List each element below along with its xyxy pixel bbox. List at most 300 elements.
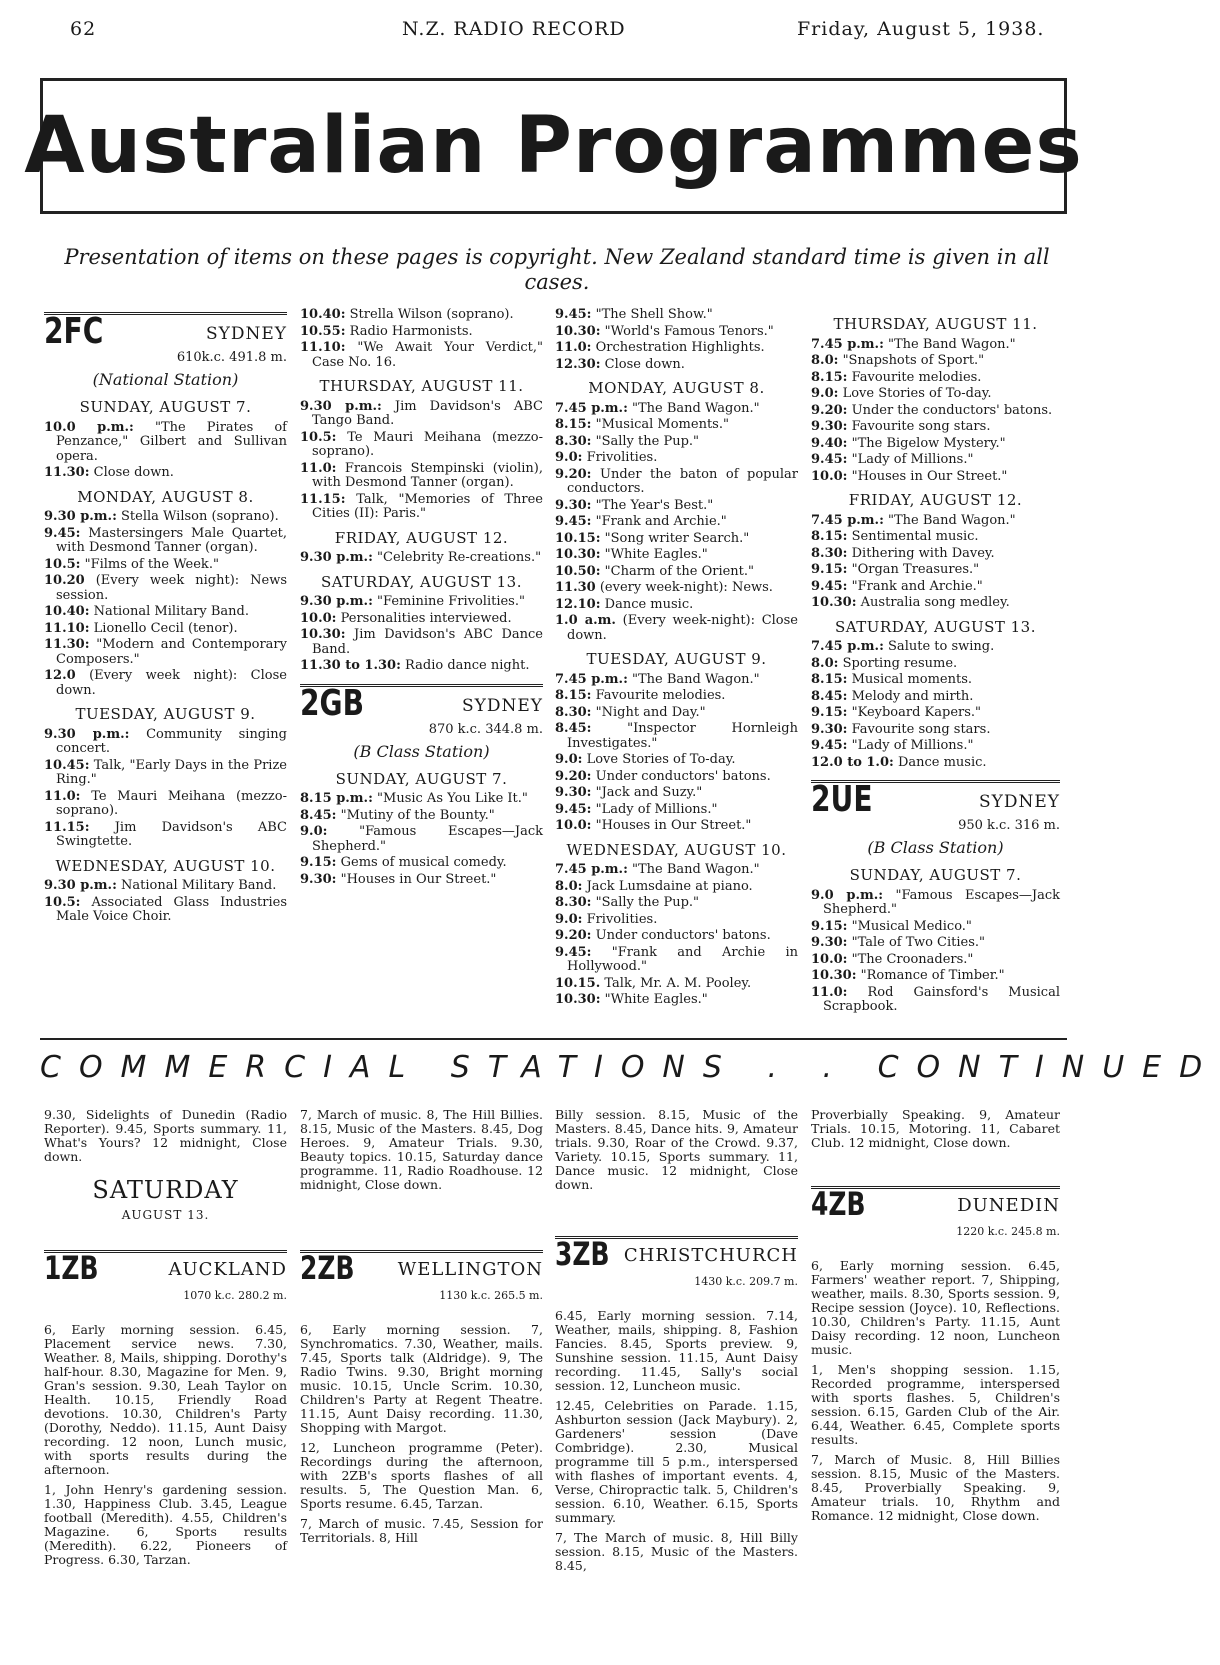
programme-title: Melody and mirth. <box>851 688 974 704</box>
programme-title: "We Await Your Verdict," Case No. 16. <box>312 340 543 370</box>
programme-time: 10.15. <box>555 975 601 991</box>
day-heading: MONDAY, AUGUST 8. <box>77 487 254 506</box>
programme-title: (Every week night): Close down. <box>56 668 287 698</box>
schedule <box>300 379 543 674</box>
day-heading: WEDNESDAY, AUGUST 10. <box>55 856 276 875</box>
programme-paragraph: 7, March of music. 7.45, Session for Territorials. 8, Hill <box>300 1516 543 1545</box>
programme-item <box>300 612 543 627</box>
programme-item <box>555 581 798 596</box>
continued-items <box>300 308 543 370</box>
programme-time: 9.45: <box>555 801 592 817</box>
programme-time: 9.30 p.m.: <box>44 878 117 893</box>
programme-time: 8.30: <box>555 704 592 720</box>
programme-title: "The Band Wagon." <box>632 400 760 416</box>
programme-item <box>811 387 1060 402</box>
programme-title: "World's Famous Tenors." <box>604 323 774 339</box>
programme-title: Gems of musical comedy. <box>340 855 507 870</box>
programme-title: "Houses in Our Street." <box>595 818 752 833</box>
station-city: CHRISTCHURCH <box>623 1245 798 1266</box>
copyright-notice: Presentation of items on these pages is copyright. New Zealand standard time is given in all cases. <box>64 245 1050 294</box>
programme-item <box>555 451 798 466</box>
programme-title: "Keyboard Kapers." <box>851 705 982 720</box>
station-frequency: 1220 k.c. 245.8 m. <box>956 1225 1060 1238</box>
programme-title: Favourite melodies. <box>595 688 726 703</box>
programme-item <box>555 418 798 433</box>
programme-time: 10.0 p.m.: <box>44 419 134 435</box>
programme-time: 12.30: <box>555 356 601 372</box>
programme-title: Under conductors' batons. <box>595 768 771 784</box>
programme-item <box>555 977 798 992</box>
programme-time: 11.0: <box>811 984 848 1000</box>
programme-time: 10.55: <box>300 323 346 339</box>
programme-title: Favourite melodies. <box>851 369 982 385</box>
station-frequency: 1130 k.c. 265.5 m. <box>439 1289 543 1302</box>
programme-item <box>555 770 798 785</box>
programme-title: "Musical Moments." <box>595 417 729 432</box>
programme-item <box>811 756 1060 771</box>
programme-title: "Frank and Archie in Hollywood." <box>567 944 798 974</box>
programme-time: 8.45: <box>300 807 337 823</box>
programme-title: "Celebrity Re-creations." <box>377 550 542 565</box>
programme-item <box>811 723 1060 738</box>
programme-time: 10.50: <box>555 563 601 579</box>
programme-title: Community singing concert. <box>56 726 287 756</box>
station-callsign: 3ZB <box>555 1235 610 1273</box>
programme-time: 9.0: <box>300 824 328 839</box>
station-header-2zb <box>300 1250 543 1309</box>
programme-time: 9.30: <box>811 419 848 434</box>
programme-item <box>811 547 1060 562</box>
programme-title: Love Stories of To-day. <box>586 752 736 767</box>
day-heading: SUNDAY, AUGUST 7. <box>335 769 508 788</box>
section-divider <box>40 1038 1067 1040</box>
schedule <box>555 381 798 1008</box>
programme-item <box>811 673 1060 688</box>
programme-title: Talk, "Early Days in the Prize Ring." <box>56 757 287 787</box>
programme-time: 9.30 p.m.: <box>44 509 117 524</box>
programme-paragraph: 6, Early morning session. 6.45, Farmers' weather report. 7, Shipping, weather, mails. 8.30, Sports session. 9, Recipe session (Joyce). 10, Reflections. 10.30, Children's Party. 11.15, Aunt Daisy recording. 12 noon, Luncheon music. <box>811 1258 1060 1357</box>
saturday-label: SATURDAY <box>92 1176 239 1204</box>
programme-item <box>811 354 1060 369</box>
programme-item <box>555 689 798 704</box>
programme-title: Dance music. <box>897 754 987 770</box>
programme-title: "The Band Wagon." <box>888 336 1016 352</box>
programme-time: 9.30: <box>555 785 592 800</box>
programme-title: "The Band Wagon." <box>888 512 1016 528</box>
programme-title: "Inspector Hornleigh Investigates." <box>567 721 798 751</box>
programme-time: 8.45: <box>555 721 592 736</box>
day-heading: FRIDAY, AUGUST 12. <box>334 528 509 547</box>
programme-time: 10.40: <box>44 604 90 619</box>
programme-title: "The Band Wagon." <box>632 862 760 877</box>
programme-title: Associated Glass Industries Male Voice Choir. <box>56 894 287 924</box>
programme-title: National Military Band. <box>93 604 249 619</box>
programme-title: "Organ Treasures." <box>851 562 980 577</box>
programme-time: 9.20: <box>555 466 592 482</box>
programme-time: 9.30: <box>555 497 592 513</box>
programme-title: Te Mauri Meihana (mezzo-soprano). <box>56 788 287 818</box>
programme-time: 11.30: <box>44 465 90 480</box>
programme-title: "The Year's Best." <box>595 497 714 513</box>
programme-title: Stella Wilson (soprano). <box>121 509 279 524</box>
programme-time: 9.30 p.m.: <box>300 594 373 609</box>
programme-item <box>44 638 287 667</box>
programme-time: 9.30 p.m.: <box>300 398 382 414</box>
station-frequency: 1070 k.c. 280.2 m. <box>183 1289 287 1302</box>
programme-item <box>300 341 543 370</box>
programme-time: 11.0: <box>300 460 337 476</box>
programme-item <box>300 493 543 522</box>
programme-title: Rod Gainsford's Musical Scrapbook. <box>823 984 1060 1014</box>
programme-item <box>811 371 1060 386</box>
programme-title: "Famous Escapes—Jack Shepherd." <box>823 887 1060 917</box>
programme-item <box>555 548 798 563</box>
programme-time: 8.15: <box>811 529 848 544</box>
programme-title: "Tale of Two Cities." <box>851 935 986 950</box>
station-header-2gb <box>300 682 543 763</box>
programme-time: 11.30: <box>44 637 90 652</box>
programme-item <box>300 825 543 854</box>
programme-paragraph: 1, John Henry's gardening session. 1.30, Happiness Club. 3.45, League football (Meredith). 4.55, Children's Magazine. 6, Sports results (Meredith). 6.22, Pioneers of Progress. 6.30, Tarzan. <box>44 1482 287 1567</box>
programme-paragraph: 6.45, Early morning session. 7.14, Weather, mails, shipping. 8, Fashion Fancies. 8.45, Sports preview. 9, Sunshine session. 11.15, Aunt Daisy recording. 11.45, Sally's social session. 12, Luncheon music. <box>555 1308 798 1393</box>
programme-time: 10.5: <box>44 894 81 910</box>
column-2gb <box>300 308 543 889</box>
programme-item <box>811 953 1060 968</box>
programme-time: 10.30: <box>555 323 601 339</box>
programme-title: "Houses in Our Street." <box>851 468 1008 484</box>
page-title: Australian Programmes <box>24 101 1083 191</box>
day-heading: THURSDAY, AUGUST 11. <box>319 377 524 395</box>
programme-title: "Feminine Frivolities." <box>377 594 525 609</box>
programme-time: 10.30: <box>300 627 346 642</box>
bottom-col-3 <box>555 1236 798 1579</box>
programme-time: 10.30: <box>811 595 857 610</box>
programme-title: Jack Lumsdaine at piano. <box>586 878 753 894</box>
programme-item <box>300 595 543 610</box>
programme-title: Sporting resume. <box>842 655 958 671</box>
programme-time: 11.15: <box>300 491 346 507</box>
programme-item <box>44 622 287 637</box>
station-class: (National Station) <box>92 370 239 389</box>
programme-time: 9.0: <box>555 911 583 927</box>
programme-time: 9.20: <box>555 768 592 784</box>
station-header-1zb <box>44 1250 287 1309</box>
programme-time: 9.15: <box>811 918 848 934</box>
station-class: (B Class Station) <box>353 741 490 761</box>
programme-title: Dance music. <box>604 596 694 612</box>
station-frequency: 1430 k.c. 209.7 m. <box>694 1275 798 1288</box>
programme-time: 10.5: <box>44 556 81 572</box>
schedule <box>811 868 1060 1015</box>
programme-time: 7.45 p.m.: <box>811 512 884 528</box>
saturday-heading <box>44 1176 287 1222</box>
programme-title: Jim Davidson's ABC Swingtette. <box>56 819 287 849</box>
programme-title: "Romance of Timber." <box>860 968 1005 983</box>
programme-item <box>555 402 798 417</box>
programme-title: "Musical Medico." <box>851 918 972 934</box>
programme-title: Orchestration Highlights. <box>595 340 765 355</box>
bottom-col-1-top: 9.30, Sidelights of Dunedin (Radio Reporter). 9.45, Sports summary. 11, What's Yours? 12 midnight, Close down. <box>44 1107 287 1164</box>
programme-paragraph: 7, March of Music. 8, Hill Billies session. 8.15, Music of the Masters. 8.45, Proverbially Speaking. 9, Amateur trials. 10, Rhythm and Romance. 12 midnight, Close down. <box>811 1452 1060 1523</box>
station-callsign: 2ZB <box>300 1249 355 1287</box>
programme-item <box>811 969 1060 984</box>
programme-item <box>811 530 1060 545</box>
programme-time: 12.0 <box>44 668 76 683</box>
programme-item <box>811 338 1060 353</box>
programme-title: "Song writer Search." <box>604 530 750 546</box>
title-banner <box>24 78 1083 214</box>
programme-time: 10.5: <box>300 429 337 445</box>
programme-item <box>811 657 1060 672</box>
programme-time: 9.30 p.m.: <box>300 550 373 565</box>
programme-item <box>555 706 798 721</box>
programme-time: 10.15: <box>555 530 601 546</box>
programme-item <box>811 453 1060 468</box>
programme-time: 8.15 p.m.: <box>300 791 373 806</box>
programme-item <box>555 614 798 643</box>
bottom-col-3-top: Billy session. 8.15, Music of the Masters. 8.45, Dance hits. 9, Amateur trials. 9.30, Roar of the Crowd. 9.37, Variety. 10.15, Sports summary. 11, Dance music. 12 midnight, Close down. <box>555 1107 798 1192</box>
programme-time: 7.45 p.m.: <box>555 671 628 687</box>
programme-title: Te Mauri Meihana (mezzo-soprano). <box>312 429 543 459</box>
programme-title: "Snapshots of Sport." <box>842 353 985 368</box>
programme-item <box>555 358 798 373</box>
programme-title: "Night and Day." <box>595 704 706 720</box>
programme-item <box>300 809 543 824</box>
programme-item <box>300 325 543 340</box>
programme-title: "The Band Wagon." <box>632 671 760 687</box>
programme-item <box>44 896 287 925</box>
programme-item <box>555 929 798 944</box>
programme-item <box>555 803 798 818</box>
programme-paragraph: 6, Early morning session. 7, Synchromatics. 7.30, Weather, mails. 7.45, Sports talk (Aldridge). 9, The Radio Twins. 9.30, Bright morning music. 10.15, Uncle Scrim. 10.30, Children's Party at Regent Theatre. 11.15, Aunt Daisy recording. 11.30, Shopping with Margot. <box>300 1322 543 1435</box>
programme-item <box>555 532 798 547</box>
programme-time: 11.0: <box>44 788 81 804</box>
programme-time: 8.15: <box>555 688 592 703</box>
programme-time: 7.45 p.m.: <box>555 862 628 877</box>
programme-title: "Lady of Millions." <box>595 801 718 817</box>
programme-time: 9.0 p.m.: <box>811 887 884 903</box>
programme-time: 8.45: <box>811 688 848 704</box>
programme-item <box>300 400 543 429</box>
station-frequency: 870 k.c. 344.8 m. <box>428 721 543 737</box>
programme-item <box>555 565 798 580</box>
programme-time: 9.15: <box>811 705 848 720</box>
programme-title: "The Shell Show." <box>595 307 713 322</box>
programme-time: 9.45: <box>555 514 592 529</box>
programme-item <box>300 792 543 807</box>
programme-item <box>555 993 798 1008</box>
station-frequency: 950 k.c. 316 m. <box>958 818 1060 833</box>
day-heading: SUNDAY, AUGUST 7. <box>79 398 252 416</box>
station-city: DUNEDIN <box>957 1195 1060 1216</box>
programme-item <box>555 673 798 688</box>
station-callsign: 2GB <box>300 682 364 724</box>
programme-item <box>44 466 287 481</box>
programme-item <box>44 728 287 757</box>
programme-item <box>811 563 1060 578</box>
programme-time: 10.30: <box>811 968 857 983</box>
programme-time: 1.0 a.m. <box>555 613 616 628</box>
day-heading: SATURDAY, AUGUST 13. <box>835 617 1036 636</box>
programme-time: 11.10: <box>300 340 346 355</box>
programme-item <box>555 515 798 530</box>
programme-time: 9.30: <box>811 721 848 737</box>
programme-time: 9.45: <box>811 738 848 753</box>
page-number: 62 <box>70 18 97 40</box>
station-city: WELLINGTON <box>397 1259 543 1280</box>
station-header-3zb <box>555 1236 798 1295</box>
programme-title: Love Stories of To-day. <box>842 386 992 401</box>
bottom-col-4 <box>811 1186 1060 1529</box>
programme-item <box>44 527 287 556</box>
bottom-col-2-top: 7, March of music. 8, The Hill Billies. 8.15, Music of the Masters. 8.45, Dog Heroes. 9, Amateur Trials. 9.30, Beauty topics. 10.15, Saturday dance programme. 11, Radio Roadhouse. 12 midnight, Close down. <box>300 1107 543 1192</box>
programme-time: 10.0: <box>811 468 848 484</box>
programme-title: "Sally the Pup." <box>595 895 700 910</box>
programme-item <box>300 873 543 888</box>
day-heading: TUESDAY, AUGUST 9. <box>586 650 767 668</box>
programme-paragraph: 1, Men's shopping session. 1.15, Recorded programme, interspersed with sports flashes. 5, Children's session. 6.15, Garden Club of the Air. 6.44, Weather. 6.45, Complete sports results. <box>811 1362 1060 1447</box>
programme-item <box>811 739 1060 754</box>
station-callsign: 2UE <box>811 779 873 820</box>
programme-time: 10.0: <box>811 951 848 967</box>
programme-time: 12.0 to 1.0: <box>811 754 894 770</box>
programme-title: Strella Wilson (soprano). <box>349 307 514 322</box>
programme-title: Jim Davidson's ABC Tango Band. <box>312 398 543 428</box>
programme-title: Mastersingers Male Quartet, with Desmond Tanner (organ). <box>56 525 287 555</box>
programme-time: 8.30: <box>555 433 592 449</box>
programme-item <box>811 690 1060 705</box>
programme-time: 8.15: <box>811 369 848 385</box>
programme-title: Close down. <box>93 465 174 480</box>
programme-item <box>44 605 287 620</box>
programme-title: "Sally the Pup." <box>595 433 700 449</box>
programme-item <box>300 431 543 460</box>
column-2ue <box>811 308 1060 1017</box>
programme-title: "Frank and Archie." <box>595 514 727 529</box>
programme-time: 10.20 <box>44 573 85 588</box>
commercial-heading: COMMERCIAL STATIONS . . CONTINUED <box>40 1050 1220 1085</box>
programme-time: 9.30 p.m.: <box>44 726 130 742</box>
programme-item <box>300 659 543 674</box>
column-2fc <box>44 312 287 927</box>
programme-item <box>44 790 287 819</box>
day-heading: MONDAY, AUGUST 8. <box>588 379 765 397</box>
programme-time: 10.40: <box>300 307 346 322</box>
schedule <box>300 769 543 888</box>
programme-time: 9.40: <box>811 435 848 451</box>
programme-item <box>300 628 543 657</box>
programme-time: 7.45 p.m.: <box>555 400 628 416</box>
programme-time: 7.45 p.m.: <box>811 336 884 352</box>
station-city: SYDNEY <box>205 324 287 344</box>
programme-item <box>555 786 798 801</box>
programme-title: "Films of the Week." <box>84 556 219 572</box>
station-city: AUCKLAND <box>168 1259 287 1280</box>
programme-paragraph: 12.45, Celebrities on Parade. 1.15, Ashburton session (Jack Maybury). 2, Gardeners' session (Dave Combridge). 2.30, Musical programme till 5 p.m., interspersed with flashes of important events. 4, Verse, Chiropractic talk. 5, Children's session. 6.10, Weather. 6.15, Sports summary. <box>555 1398 798 1525</box>
programme-title: Favourite song stars. <box>851 419 991 434</box>
programme-title: "Lady of Millions." <box>851 738 974 753</box>
day-heading: SUNDAY, AUGUST 7. <box>849 866 1022 884</box>
programme-title: "Jack and Suzy." <box>595 785 703 800</box>
programme-item <box>300 308 543 323</box>
programme-time: 9.0: <box>555 752 583 767</box>
programme-time: 9.45: <box>555 944 592 960</box>
programme-item <box>811 596 1060 611</box>
programme-time: 9.30: <box>300 871 337 887</box>
programme-item <box>555 308 798 323</box>
programme-item <box>44 421 287 465</box>
programme-time: 11.30 to 1.30: <box>300 658 401 673</box>
programme-time: 7.45 p.m.: <box>811 639 884 654</box>
programme-time: 9.45: <box>555 307 592 322</box>
programme-time: 9.45: <box>811 452 848 467</box>
programme-item <box>555 913 798 928</box>
programme-item <box>555 722 798 751</box>
programme-item <box>811 420 1060 435</box>
programme-item <box>555 896 798 911</box>
programme-item <box>44 574 287 603</box>
programme-title: Personalities interviewed. <box>340 610 512 626</box>
day-heading: FRIDAY, AUGUST 12. <box>848 491 1023 509</box>
programme-title: Dithering with Davey. <box>851 545 995 561</box>
programme-title: Sentimental music. <box>851 529 979 544</box>
programme-title: Talk, "Memories of Three Cities (II): Paris." <box>312 491 543 521</box>
programme-item <box>300 856 543 871</box>
paper-title: N.Z. RADIO RECORD <box>402 18 626 40</box>
programme-title: Close down. <box>604 356 685 372</box>
programme-title: "Frank and Archie." <box>851 578 983 594</box>
station-frequency: 610k.c. 491.8 m. <box>176 350 287 365</box>
saturday-date: AUGUST 13. <box>121 1208 210 1222</box>
programme-time: 8.30: <box>811 545 848 561</box>
programme-title: "Charm of the Orient." <box>604 563 755 579</box>
programme-time: 9.45: <box>811 578 848 594</box>
day-heading: THURSDAY, AUGUST 11. <box>833 315 1038 333</box>
programme-time: 9.0: <box>811 386 839 401</box>
programme-title: "The Bigelow Mystery." <box>851 435 1006 451</box>
programme-item <box>44 510 287 525</box>
programme-item <box>555 499 798 514</box>
programme-item <box>44 821 287 850</box>
schedule <box>44 400 287 925</box>
programme-title: "Famous Escapes—Jack Shepherd." <box>312 824 543 854</box>
station-city: SYDNEY <box>978 792 1060 812</box>
programme-time: 9.45: <box>44 525 81 541</box>
programme-title: Frivolities. <box>586 450 658 465</box>
programme-title: Frivolities. <box>586 911 658 927</box>
programme-title: Under conductors' batons. <box>595 928 771 943</box>
programme-title: (every week-night): News. <box>599 580 773 595</box>
programme-title: "Mutiny of the Bounty." <box>340 807 495 823</box>
continued-items <box>555 308 798 372</box>
programme-title: "Houses in Our Street." <box>340 871 497 887</box>
programme-item <box>811 936 1060 951</box>
programme-title: Under the baton of popular conductors. <box>567 466 798 496</box>
column-2gb-continued <box>555 308 798 1010</box>
programme-title: (Every week night): News session. <box>56 573 287 603</box>
programme-item <box>555 468 798 497</box>
programme-time: 12.10: <box>555 596 601 612</box>
programme-paragraph: 12, Luncheon programme (Peter). Recordings during the afternoon, with 2ZB's sports flashes of all results. 5, The Question Man. 6, Sports resume. 6.45, Tarzan. <box>300 1440 543 1511</box>
station-callsign: 4ZB <box>811 1185 866 1223</box>
programme-item <box>44 759 287 788</box>
programme-item <box>811 706 1060 721</box>
programme-time: 8.0: <box>811 655 839 671</box>
programme-item <box>811 580 1060 595</box>
programme-item <box>555 753 798 768</box>
programme-item <box>300 551 543 566</box>
programme-time: 10.0: <box>300 610 337 626</box>
